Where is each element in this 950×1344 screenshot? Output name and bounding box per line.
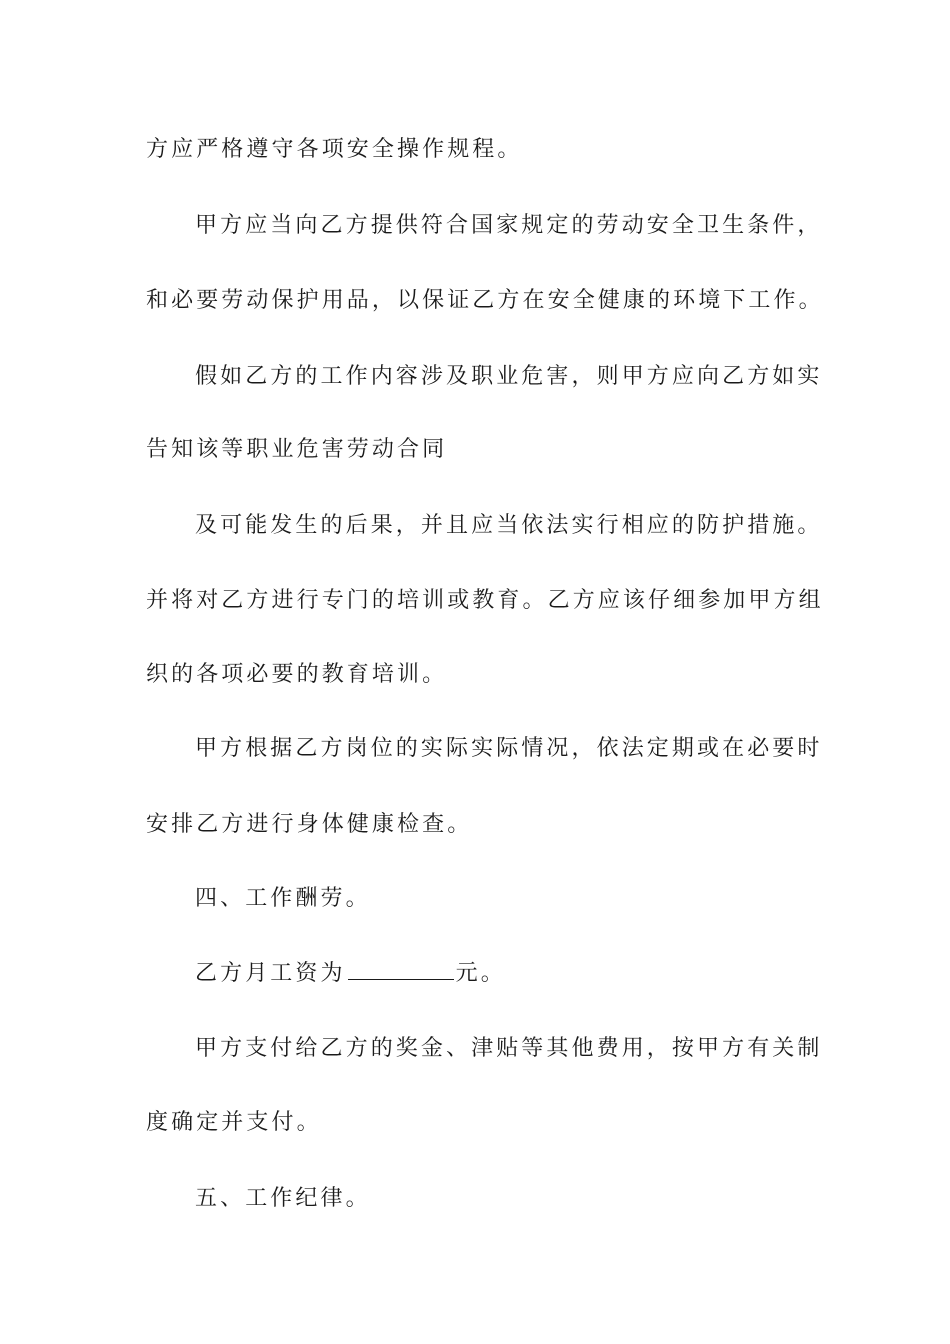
section-heading: 五、工作纪律。 (195, 1186, 371, 1211)
salary-suffix: 元。 (455, 961, 506, 986)
paragraph-line: 甲方支付给乙方的奖金、津贴等其他费用，按甲方有关制 (195, 1036, 823, 1061)
paragraph-line: 甲方应当向乙方提供符合国家规定的劳动安全卫生条件， (195, 213, 823, 238)
paragraph-line: 甲方根据乙方岗位的实际实际情况，依法定期或在必要时 (195, 736, 823, 761)
paragraph-line: 假如乙方的工作内容涉及职业危害，则甲方应向乙方如实 (195, 364, 823, 389)
text-line: 安排乙方进行身体健康检查。 (146, 812, 473, 837)
salary-blank-field[interactable] (348, 959, 454, 980)
salary-line (195, 959, 825, 989)
text-line: 织的各项必要的教育培训。 (146, 662, 448, 687)
text-line: 和必要劳动保护用品，以保证乙方在安全健康的环境下工作。 (146, 288, 824, 313)
section-heading: 四、工作酬劳。 (195, 886, 371, 911)
text-line: 度确定并支付。 (146, 1110, 322, 1135)
text-line: 并将对乙方进行专门的培训或教育。乙方应该仔细参加甲方组 (146, 588, 824, 613)
text-line: 方应严格遵守各项安全操作规程。 (146, 137, 523, 162)
text-line: 告知该等职业危害劳动合同 (146, 437, 448, 462)
paragraph-line: 及可能发生的后果，并且应当依法实行相应的防护措施。 (195, 513, 823, 538)
salary-prefix: 乙方月工资为 (195, 961, 346, 986)
